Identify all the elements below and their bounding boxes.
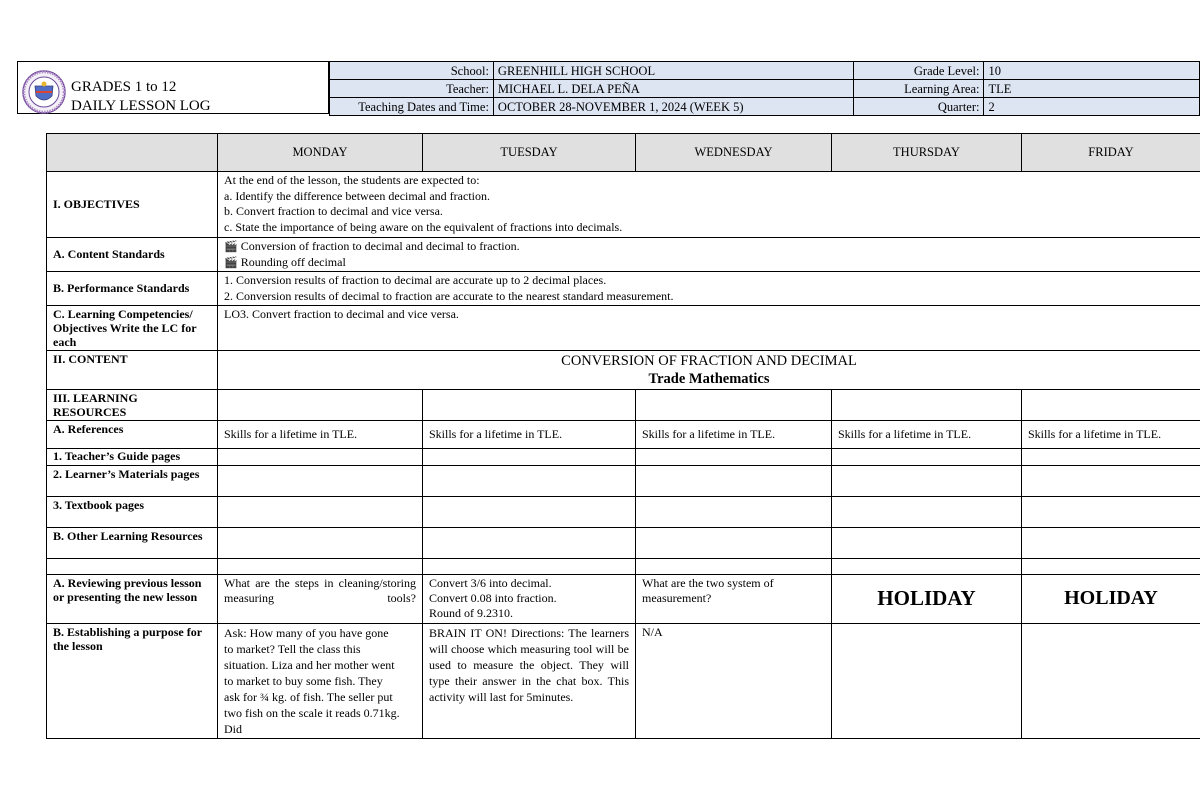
references-row [47,421,1200,449]
day-monday: MONDAY [218,134,423,172]
references-tuesday: Skills for a lifetime in TLE. [423,421,636,449]
corner-cell [47,134,218,172]
teachers-guide-label: 1. Teacher’s Guide pages [47,449,218,466]
purpose-label: B. Establishing a purpose for the lesson [47,623,218,738]
reviewing-friday-holiday: HOLIDAY [1022,574,1200,623]
learning-resources-row [47,390,1200,421]
dates-value: OCTOBER 28-NOVEMBER 1, 2024 (WEEK 5) [493,98,853,116]
content-label: II. CONTENT [47,351,218,390]
other-resources-label: B. Other Learning Resources [47,527,218,558]
dates-label: Teaching Dates and Time: [330,98,494,116]
title-line-2: DAILY LESSON LOG [71,98,211,114]
quarter-label: Quarter: [853,98,984,116]
references-wednesday: Skills for a lifetime in TLE. [636,421,832,449]
content-cell [218,351,1200,390]
objectives-row [47,172,1200,238]
day-thursday: THURSDAY [832,134,1022,172]
spacer-row [47,558,1200,574]
objective-c: c. State the importance of being aware on the equivalent of fractions into decimals. [224,219,623,234]
content-standard-item: 🎬 Rounding off decimal [224,254,346,269]
purpose-monday: Ask: How many of you have gone to market? Tell the class this situation. Liza and her mother went to market to buy some fish. They ask for ¾ kg. of fish. The seller put two fish on the scale it reads 0.71kg. Did [218,623,423,738]
daily-lesson-table [46,133,1200,739]
competencies-label: C. Learning Competencies/ Objectives Write the LC for each [47,306,218,351]
content-standards-content [218,238,1200,272]
purpose-wednesday: N/A [636,623,832,738]
reviewing-monday: What are the steps in cleaning/storing measuring tools? [218,574,423,623]
content-title: CONVERSION OF FRACTION AND DECIMAL [561,353,857,369]
day-tuesday: TUESDAY [423,134,636,172]
objectives-intro: At the end of the lesson, the students are expected to: [224,173,480,187]
learners-materials-row [47,465,1200,496]
performance-standards-content [218,272,1200,306]
content-standards-label: A. Content Standards [47,238,218,272]
learning-resources-label: III. LEARNING RESOURCES [47,390,218,421]
school-value: GREENHILL HIGH SCHOOL [493,62,853,80]
learners-materials-label: 2. Learner’s Materials pages [47,465,218,496]
teachers-guide-row [47,449,1200,466]
objectives-content [218,172,1200,238]
reviewing-tuesday-line: Round of 9.2310. [429,605,513,620]
objective-a: a. Identify the difference between decimal and fraction. [224,188,490,203]
performance-standard-2: 2. Conversion results of decimal to fraction are accurate to the nearest standard measurement. [224,288,674,303]
performance-standards-label: B. Performance Standards [47,272,218,306]
reviewing-tuesday-line: Convert 0.08 into fraction. [429,590,557,605]
content-standard-item: 🎬 Conversion of fraction to decimal and decimal to fraction. [224,239,520,253]
references-label: A. References [47,421,218,449]
content-subtitle: Trade Mathematics [648,371,770,387]
performance-standard-1: 1. Conversion results of fraction to decimal are accurate up to 2 decimal places. [224,273,607,287]
learning-area-label: Learning Area: [853,80,984,98]
purpose-row [47,623,1200,738]
clapperboard-icon: 🎬 [224,240,238,253]
quarter-value: 2 [984,98,1200,116]
reviewing-wednesday: What are the two system of measurement? [636,574,832,623]
title-line-1: GRADES 1 to 12 [71,79,177,95]
clapperboard-icon: 🎬 [224,255,238,269]
reviewing-tuesday [423,574,636,623]
content-row [47,351,1200,390]
reviewing-label: A. Reviewing previous lesson or presenting the new lesson [47,574,218,623]
grade-level-label: Grade Level: [853,62,984,80]
performance-standards-row [47,272,1200,306]
objective-b: b. Convert fraction to decimal and vice versa. [224,204,443,218]
reviewing-thursday-holiday: HOLIDAY [832,574,1022,623]
day-header-row [47,134,1200,172]
learning-area-value: TLE [984,80,1200,98]
reviewing-tuesday-line: Convert 3/6 into decimal. [429,575,552,590]
purpose-tuesday: BRAIN IT ON! Directions: The learners will choose which measuring tool will be used to measure the object. They will type their answer in the chat box. This activity will last for 5minutes. [423,623,636,738]
references-monday: Skills for a lifetime in TLE. [218,421,423,449]
content-standards-row [47,238,1200,272]
textbook-row [47,496,1200,527]
references-thursday: Skills for a lifetime in TLE. [832,421,1022,449]
grade-level-value: 10 [984,62,1200,80]
reviewing-row [47,574,1200,623]
objectives-label: I. OBJECTIVES [47,172,218,238]
teacher-value: MICHAEL L. DELA PEÑA [493,80,853,98]
textbook-label: 3. Textbook pages [47,496,218,527]
other-resources-row [47,527,1200,558]
lesson-info-table [329,61,1200,116]
day-wednesday: WEDNESDAY [636,134,832,172]
competencies-content: LO3. Convert fraction to decimal and vice versa. [218,306,1200,351]
school-label: School: [330,62,494,80]
deped-seal-icon [22,70,66,114]
competencies-row [47,306,1200,351]
references-friday: Skills for a lifetime in TLE. [1022,421,1200,449]
day-friday: FRIDAY [1022,134,1200,172]
teacher-label: Teacher: [330,80,494,98]
